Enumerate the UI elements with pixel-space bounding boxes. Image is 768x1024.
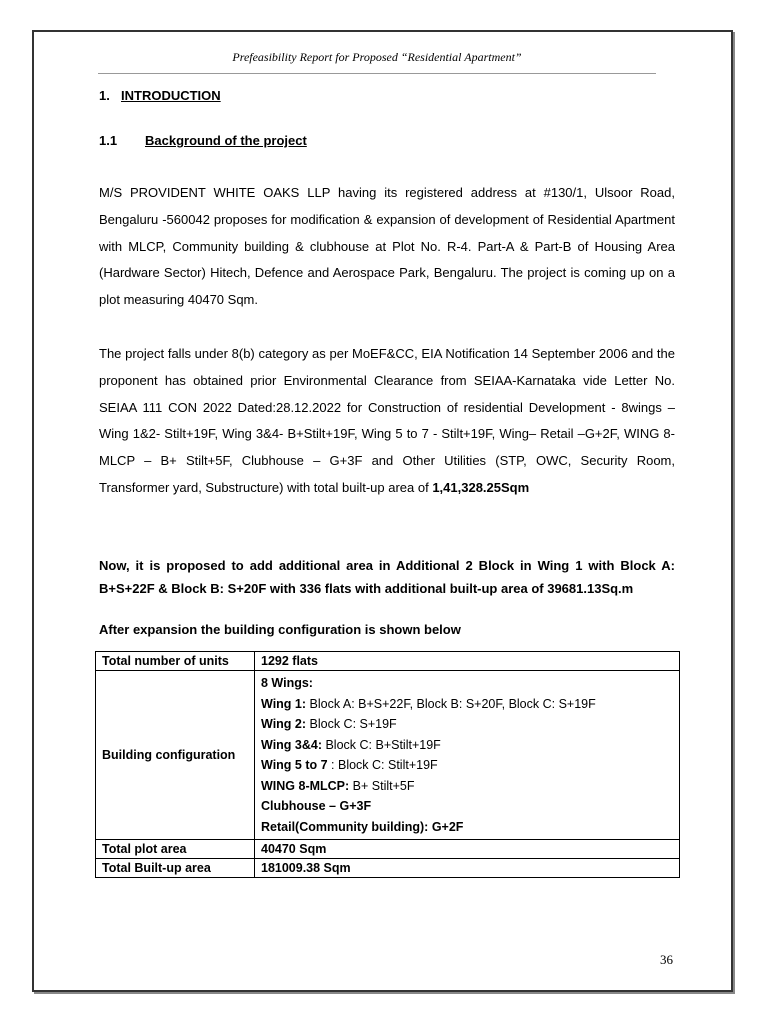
wing1-value: Block A: B+S+22F, Block B: S+20F, Block C: S+19F [306,696,596,711]
paragraph-proposal: Now, it is proposed to add additional area in Additional 2 Block in Wing 1 with Block A: B+S+22F & Block B: S+20F with 336 flats with additional built-up area of 39681.13Sq.m [99,558,675,596]
subsection-title: Background of the project [145,133,307,148]
wing57-value: : Block C: Stilt+19F [327,758,438,772]
builtup-value: 181009.38 Sqm [255,859,680,878]
units-value: 1292 flats [255,652,680,671]
running-header: Prefeasibility Report for Proposed “Residential Apartment” [232,50,522,64]
table-row [96,859,680,878]
config-wing2 [261,714,673,735]
section-number: 1. [99,88,110,103]
wing2-label: Wing 2: [261,717,307,731]
config-wing1 [261,694,673,715]
wing8-value: B+ Stilt+5F [349,778,415,793]
config-clubhouse [261,796,673,817]
wing34-value: Block C: B+Stilt+19F [322,737,441,752]
units-label: Total number of units [96,652,255,671]
header-rule [98,73,656,74]
wing57-label: Wing 5 to 7 [261,758,328,772]
page-number: 36 [660,952,673,967]
config-heading [261,673,673,694]
config-retail [261,817,673,838]
plot-value: 40470 Sqm [255,840,680,859]
table-caption: After expansion the building configuration is shown below [99,622,461,637]
plot-label: Total plot area [96,840,255,859]
configuration-table [95,651,680,878]
wing8-label: WING 8-MLCP: [261,778,350,793]
config-list [261,673,673,837]
config-value [255,671,680,840]
wing34-label: Wing 3&4: [261,737,322,752]
wing1-label: Wing 1: [261,696,307,711]
retail-text: Retail(Community building): G+2F [261,819,464,834]
builtup-area-value: 1,41,328.25Sqm [432,479,530,495]
config-wing8 [261,776,673,797]
paragraph-clearance-text: The project falls under 8(b) category as per MoEF&CC, EIA Notification 14 September 2006 and the proponent has obtained prior Environmental Clearance from SEIAA-Karnataka vide Letter No. SEIAA 111 CON 2022 Dated:28.12.2022 for Construction of residential Development - 8wings – Wing 1&2- Stilt+19F, Wing 3&4- B+Stilt+19F, Wing 5 to 7 - Stilt+19F, Wing– Retail –G+2F, WING 8- MLCP – B+ Stilt+5F, Clubhouse – G+3F and Other Utilities (STP, OWC, Security Room, Transformer yard, Substructure) with total built-up area of [99,346,675,495]
section-heading [99,88,221,103]
config-wing57 [261,755,673,776]
subsection-heading [99,133,307,148]
paragraph-clearance [99,341,675,502]
table-row [96,671,680,840]
wing2-value: Block C: S+19F [306,717,397,731]
config-wing34 [261,735,673,756]
paragraph-background: M/S PROVIDENT WHITE OAKS LLP having its registered address at #130/1, Ulsoor Road, Bengaluru -560042 proposes for modification & expansion of development of Residential Apartment with MLCP, Community building & clubhouse at Plot No. R-4. Part-A & Part-B of Housing Area (Hardware Sector) Hitech, Defence and Aerospace Park, Bengaluru. The project is coming up on a plot measuring 40470 Sqm. [99,185,675,308]
builtup-label: Total Built-up area [96,859,255,878]
subsection-number: 1.1 [99,133,118,148]
config-heading-text: 8 Wings: [261,676,313,690]
table-row [96,652,680,671]
clubhouse-text: Clubhouse – G+3F [261,799,372,813]
table-row [96,840,680,859]
section-title: INTRODUCTION [121,88,221,103]
config-label: Building configuration [96,671,255,840]
